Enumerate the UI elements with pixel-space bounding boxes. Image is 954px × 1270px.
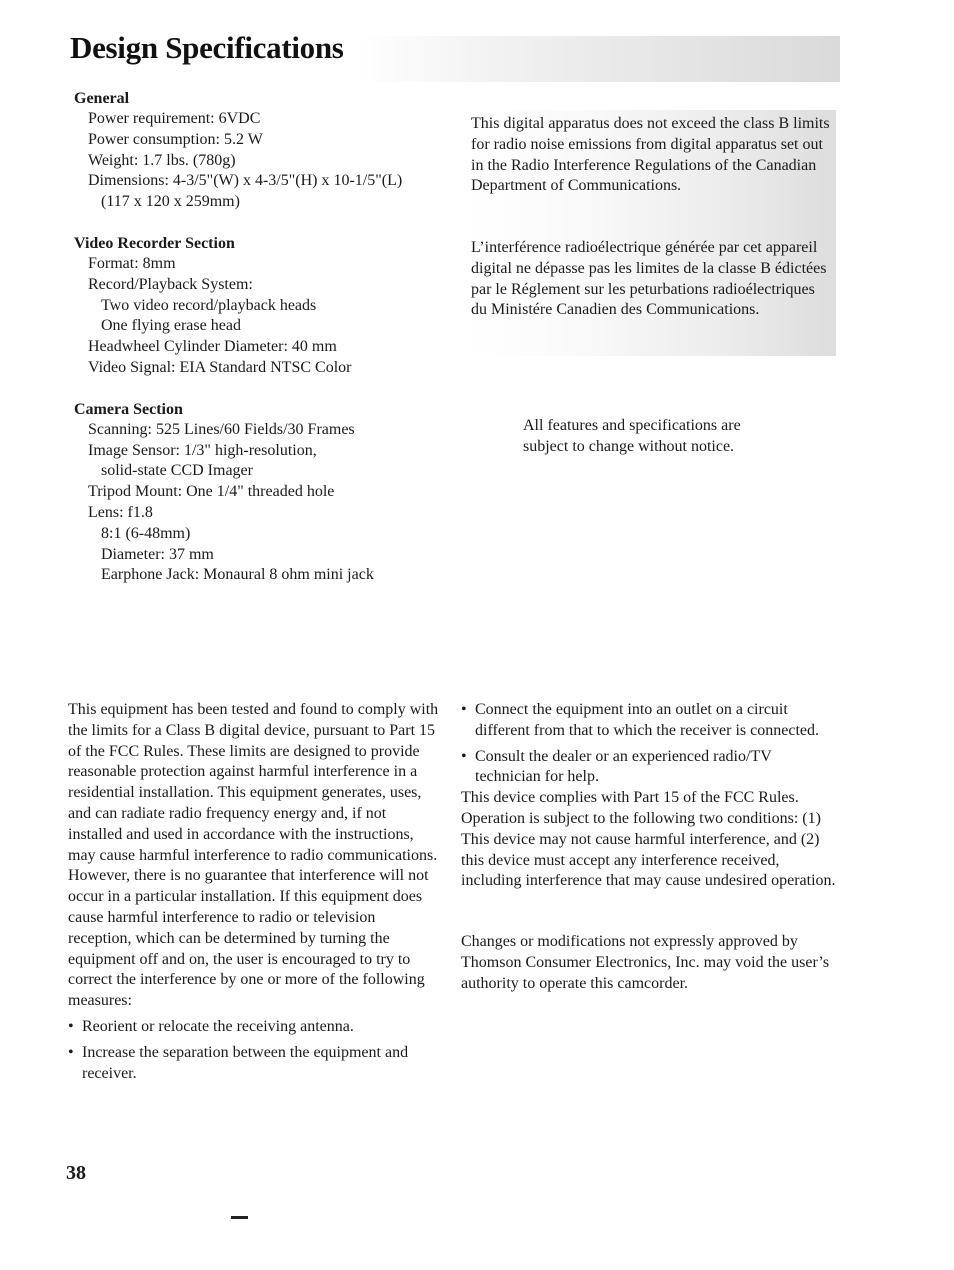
video-recorder-section [74, 233, 444, 379]
spec-line: One flying erase head [101, 317, 241, 335]
spec-line: Earphone Jack: Monaural 8 ohm mini jack [101, 566, 374, 584]
list-item [461, 700, 836, 742]
bullet-icon: • [68, 1043, 74, 1061]
spec-line: Weight: 1.7 lbs. (780g) [88, 151, 236, 169]
bullet-text: Reorient or relocate the receiving antenna. [82, 1017, 354, 1035]
list-item [68, 1017, 440, 1038]
spec-line: Headwheel Cylinder Diameter: 40 mm [88, 338, 337, 356]
general-section [74, 88, 444, 213]
bullet-text: Connect the equipment into an outlet on a circuit different from that to which the receiver is connected. [475, 701, 820, 739]
general-heading: General [74, 90, 130, 107]
spec-line: Record/Playback System: [88, 275, 253, 293]
page-title: Design Specifications [70, 30, 344, 65]
list-item [461, 747, 836, 789]
spec-line: solid-state CCD Imager [101, 462, 253, 480]
fcc-statement-right-column [461, 700, 836, 995]
camera-heading: Camera Section [74, 400, 183, 418]
camera-section [74, 399, 444, 586]
spec-line: Lens: f1.8 [88, 503, 153, 521]
spec-line: (117 x 120 x 259mm) [101, 193, 240, 211]
spec-line: Video Signal: EIA Standard NTSC Color [88, 358, 352, 376]
spec-line: Diameter: 37 mm [101, 545, 214, 563]
spec-line: Image Sensor: 1/3" high-resolution, [88, 441, 317, 459]
bullet-text: Consult the dealer or an experienced radio/TV technician for help. [475, 747, 772, 786]
bullet-icon: • [461, 701, 467, 718]
canada-notice-french: L’interférence radioélectrique générée par cet appareil digital ne dépasse pas les limites de la classe B édictées par le Réglement sur les peturbations radioélectriques du Ministére Canadien des Communications. [471, 239, 827, 319]
spec-line: Power requirement: 6VDC [88, 110, 261, 127]
spec-line: Scanning: 525 Lines/60 Fields/30 Frames [88, 420, 355, 438]
bullet-icon: • [461, 747, 467, 765]
fcc-statement-left-column [68, 700, 440, 1084]
page-number: 38 [66, 1162, 86, 1184]
fcc-compliance-paragraph: This device complies with Part 15 of the FCC Rules. Operation is subject to the following two conditions: (1) This device may not cause harmful interference, and (2) this device must accept any interference received, including interference that may cause undesired operation. [461, 789, 836, 890]
page-edge-mark [231, 1216, 248, 1219]
spec-line: Two video record/playback heads [101, 296, 317, 314]
specifications-column [74, 88, 444, 606]
spec-line: 8:1 (6-48mm) [101, 524, 191, 542]
spec-line: Format: 8mm [88, 254, 176, 272]
canada-notice-english: This digital apparatus does not exceed the class B limits for radio noise emissions from digital apparatus set out in the Radio Interference Regulations of the Canadian Department of Communications. [471, 115, 830, 195]
list-item [68, 1043, 440, 1085]
bullet-icon: • [68, 1017, 74, 1035]
spec-line: Power consumption: 5.2 W [88, 130, 263, 148]
spec-line: Dimensions: 4-3/5"(W) x 4-3/5"(H) x 10-1/5"(L) [88, 172, 403, 190]
fcc-intro-paragraph: This equipment has been tested and found to comply with the limits for a Class B digital device, pursuant to Part 15 of the FCC Rules. These limits are designed to provide reasonable protection against harmful interference in a residential installation. This equipment generates, uses, and can radiate radio frequency energy and, if not installed and used in accordance with the instructions, may cause harmful interference to radio communications. However, there is no guarantee that interference will not occur in a particular installation. If this equipment does cause harmful interference to radio or television reception, which can be determined by turning the equipment off and on, the user is encouraged to try to correct the interference by one or more of the following measures: [68, 701, 439, 1010]
modifications-warning-paragraph: Changes or modifications not expressly approved by Thomson Consumer Electronics, Inc. may void the user’s authority to operate this camcorder. [461, 933, 830, 992]
spec-line: Tripod Mount: One 1/4" threaded hole [88, 483, 335, 501]
specifications-change-notice: All features and specifications are subject to change without notice. [523, 417, 741, 455]
video-recorder-heading: Video Recorder Section [74, 234, 235, 252]
bullet-text: Increase the separation between the equipment and receiver. [82, 1043, 409, 1082]
